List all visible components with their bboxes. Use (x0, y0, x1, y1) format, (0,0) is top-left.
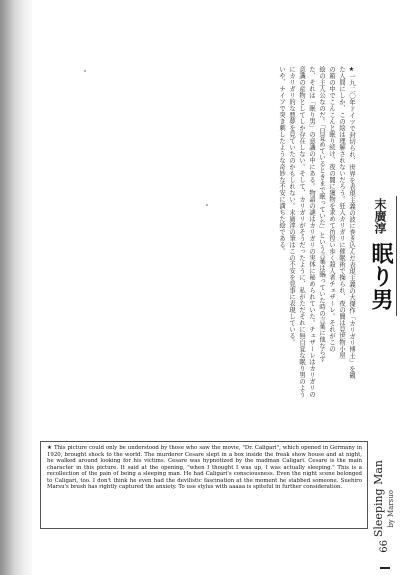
artist-name-japanese: 末廣淳 (373, 198, 387, 234)
jp-line: た、それは「眠り男」の意識の中にある。物語の謎はカリガリの実体に秘められていた。チェザーレはカリガリの (308, 66, 315, 398)
jp-line: ★一九二〇年ドイツで封切られ、世界を表現主義の波に巻き込んだ表現主義の大傑作「カリガリ博士」を観 (348, 66, 355, 379)
artwork-title-english: Sleeping Man (372, 460, 385, 538)
jp-line: 意識の産物としてしか存在しない。そして、カリガリがそうだったように、私がただそれに無自覚な眠り男のよう (298, 66, 305, 398)
english-caption-text: This picture could only be understood by those who saw the movie, "Dr. Caligari", which opened in Germany in 1920, brought shock to the world. The murderer Cesare slept in a box inside the freak show house and at night, he walked around looking for his victims. Cesare was hypnotized by the madman Caligari. Cesare is the main character in this picture. It said at the opening, "when I thought I was up, I was actually sleeping." This is a recollection of the pain of being a sleeping man. He had Caligari's consciousness. Even the night scene belonged to Caligari, too. I don't think he even had the devilistic fascination at the moment he stabbed someone. Suehiro Marsu's brush has rightly captured the anxiety. To use stylus with aaaaa is spiteful in further consideration. (47, 445, 362, 490)
star-bullet-icon: ★ (47, 445, 53, 451)
page-number: 66 (379, 540, 390, 553)
artist-name-english: by Marsuo (387, 490, 395, 528)
artwork-title-japanese: 眠り男 (368, 242, 394, 311)
jp-line: にカリガリ的な悪夢を見ていたのかもしれない。末廣淳の筆はこの不安を見事に表現している。 (288, 66, 295, 346)
dust-speck (206, 204, 208, 206)
english-caption (47, 445, 362, 491)
jp-line: の箱の中でこんこんと眠り続け、夜の闇に獲物を求めて彷徨い歩く殺人者チェザーレ。それがこの (328, 66, 335, 352)
jp-line: 絵の主人公なのだ。「目覚めているときまで眠っていた」という言葉は眠っていた時の言葉に他ならず (318, 66, 325, 362)
jp-line: いや、ナイフで突き刺したような奇妙な不安に満ちた絵である。 (278, 66, 285, 255)
english-caption-box (40, 441, 368, 529)
page-gutter-shadow (0, 0, 32, 575)
jp-line: た人間にしか、この絵は理解されないだろう。狂人カリガリに催眠術で操られ、夜の闇は見世物小屋 (338, 66, 345, 359)
page-number-bracket (380, 567, 390, 572)
dust-speck (84, 70, 86, 72)
